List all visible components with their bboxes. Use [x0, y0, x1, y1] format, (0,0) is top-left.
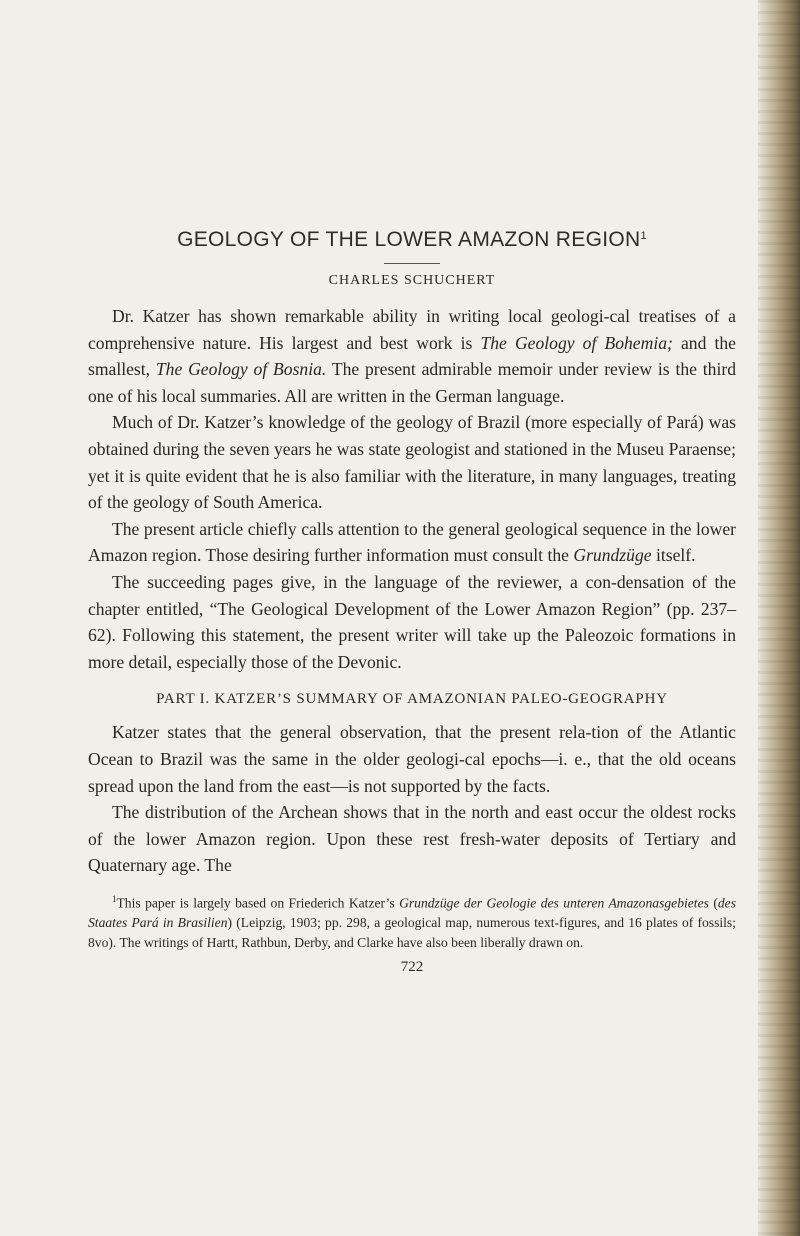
p3-book-title: Grundzüge: [573, 545, 652, 566]
paragraph-2: Much of Dr. Katzer’s knowledge of the geology of Brazil (more especially of Pará) was obtained during the seven years he was state geologist and stationed in the Museu Paraense; yet it is quite evident that he is also familiar with the literature, in many languages, treating of the geology of South America.: [88, 412, 736, 513]
paragraph-5: Katzer states that the general observation, that the present rela-tion of the Atlantic Ocean to Brazil was the same in the older geologi-cal epochs—i. e., that the old oceans spread upon the land from the east—is not supported by the facts.: [88, 722, 736, 796]
article: [88, 228, 736, 976]
title-text: GEOLOGY OF THE LOWER AMAZON REGION: [177, 228, 641, 251]
paragraph-4: The succeeding pages give, in the language of the reviewer, a con-densation of the chapter entitled, “The Geological Development of the Lower Amazon Region” (pp. 237–62). Following this statement, the present writer will take up the Paleozoic formations in more detail, especially those of the Devonic.: [88, 571, 736, 672]
footnote-text-c: (: [708, 895, 718, 911]
page-number: 722: [400, 959, 424, 976]
footnote-text-e: ) (Leipzig, 1903; pp. 298, a geological map, numerous text-figures, and 16 plates of fossils; 8vo). The writings of Hartt, Rathbun, Derby, and Clarke have also been liberally drawn on.: [88, 915, 736, 951]
footnote-mark: 1: [112, 893, 117, 904]
p3-text-c: itself.: [651, 545, 696, 566]
page-edge-shadow: [758, 0, 800, 1236]
p3-text-a: The present article chiefly calls attention to the general geological sequence in the lower Amazon region. Those desiring further information must consult the: [88, 518, 736, 566]
paragraph-1: [88, 303, 736, 409]
paragraph-3: [88, 516, 736, 569]
title-rule: [384, 263, 440, 264]
p1-book-title-bohemia: The Geology of Bohemia;: [480, 332, 673, 353]
p1-text-a: Dr. Katzer has shown remarkable ability in writing local geologi-cal treatises of a comprehensive nature. His largest and best work is: [88, 306, 736, 353]
author: CHARLES SCHUCHERT: [328, 273, 496, 288]
article-title: [88, 228, 736, 252]
footnote-subtitle: des Staates Pará in Brasilien: [88, 895, 736, 931]
title-footnote-mark: 1: [640, 230, 647, 242]
p1-text-c: and the smallest,: [88, 332, 736, 380]
footnote: [88, 889, 736, 954]
p1-book-title-bosnia: The Geology of Bosnia.: [155, 359, 327, 380]
footnote-text-a: This paper is largely based on Friederich Katzer’s: [116, 895, 400, 911]
p1-text-e: The present admirable memoir under review is the third one of his local summaries. All are written in the German language.: [88, 359, 736, 406]
paragraph-6: The distribution of the Archean shows that in the north and east occur the oldest rocks of the lower Amazon region. Upon these rest fresh-water deposits of Tertiary and Quaternary age. The: [88, 802, 736, 876]
section-heading: PART I. KATZER’S SUMMARY OF AMAZONIAN PALEO-GEOGRAPHY: [156, 691, 668, 708]
footnote-book-title: Grundzüge der Geologie des unteren Amazonasgebietes: [399, 895, 709, 911]
